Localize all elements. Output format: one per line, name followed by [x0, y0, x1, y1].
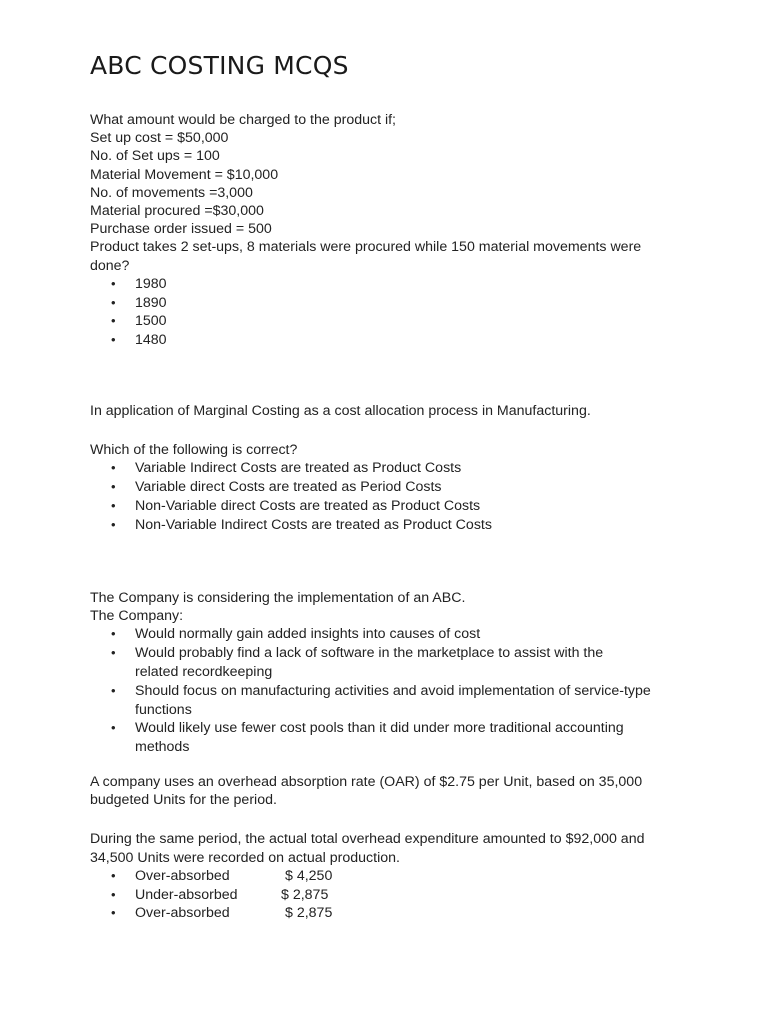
- q1-line: What amount would be charged to the product if;: [90, 112, 397, 128]
- q1-options: [90, 275, 690, 350]
- q1-line: Material Movement = $10,000: [90, 166, 279, 183]
- option-text: • 1500: [135, 313, 167, 330]
- question-3: [90, 589, 690, 757]
- q4-option: [90, 904, 690, 923]
- q4-option: [90, 886, 690, 905]
- q4-paragraph-1: A company uses an overhead absorption rate (OAR) of $2.75 per Unit, based on 35,000 budgeted Units for the period.: [90, 774, 643, 809]
- option-text: • Would likely use fewer cost pools than it did under more traditional accounting methods: [135, 720, 624, 756]
- option-text: • Would normally gain added insights into causes of cost: [135, 626, 481, 643]
- q2-option: [90, 459, 690, 478]
- q4-option: [90, 867, 690, 886]
- q1-option: [90, 294, 690, 313]
- q2-intro: In application of Marginal Costing as a cost allocation process in Manufacturing.: [90, 403, 591, 419]
- q3-option: [90, 644, 690, 682]
- option-text: • Non-Variable Indirect Costs are treated as Product Costs: [135, 516, 492, 533]
- option-label: Under-absorbed: [135, 886, 238, 903]
- q2-options: [90, 459, 690, 534]
- q2-option: [90, 497, 690, 516]
- option-amount: $ 4,250: [285, 867, 333, 884]
- option-amount: $ 2,875: [285, 905, 333, 922]
- page-title: ABC COSTING MCQS: [90, 51, 349, 80]
- option-amount: $ 2,875: [281, 886, 329, 903]
- option-text: • Variable Indirect Costs are treated as Product Costs: [135, 460, 462, 477]
- q3-options: [90, 625, 690, 757]
- q2-option: [90, 516, 690, 535]
- q1-question: Product takes 2 set-ups, 8 materials were procured while 150 material movements were done?: [90, 239, 642, 274]
- q1-option: [90, 312, 690, 331]
- q1-line: Set up cost = $50,000: [90, 130, 229, 147]
- q2-question: Which of the following is correct?: [90, 442, 298, 459]
- q1-option: [90, 275, 690, 294]
- q3-question: The Company:: [90, 608, 184, 625]
- q1-line: No. of Set ups = 100: [90, 148, 220, 165]
- q3-option: [90, 682, 690, 720]
- option-text: • 1480: [135, 332, 167, 349]
- option-text: • 1980: [135, 275, 167, 292]
- question-4: [90, 773, 690, 923]
- option-label: Over-absorbed: [135, 905, 230, 922]
- q4-paragraph-2: During the same period, the actual total overhead expenditure amounted to $92,000 and 34,500 Units were recorded on actual production.: [90, 831, 645, 866]
- question-1: [90, 111, 690, 350]
- q2-option: [90, 478, 690, 497]
- q1-line: Purchase order issued = 500: [90, 221, 272, 238]
- q4-options: [90, 867, 690, 923]
- option-text: • 1890: [135, 294, 167, 311]
- option-text: • Should focus on manufacturing activities and avoid implementation of service-type functions: [135, 682, 651, 718]
- option-text: • Would probably find a lack of software in the marketplace to assist with the related recordkeeping: [135, 645, 604, 680]
- q1-line: Material procured =$30,000: [90, 203, 264, 220]
- q3-option: [90, 719, 690, 757]
- q3-option: [90, 625, 690, 644]
- q1-option: [90, 331, 690, 350]
- option-text: • Non-Variable direct Costs are treated as Product Costs: [135, 498, 481, 514]
- question-2: [90, 402, 690, 535]
- q3-intro: The Company is considering the implementation of an ABC.: [90, 590, 466, 606]
- option-label: Over-absorbed: [135, 867, 230, 884]
- option-text: • Variable direct Costs are treated as Period Costs: [135, 479, 442, 496]
- q1-line: No. of movements =3,000: [90, 184, 253, 201]
